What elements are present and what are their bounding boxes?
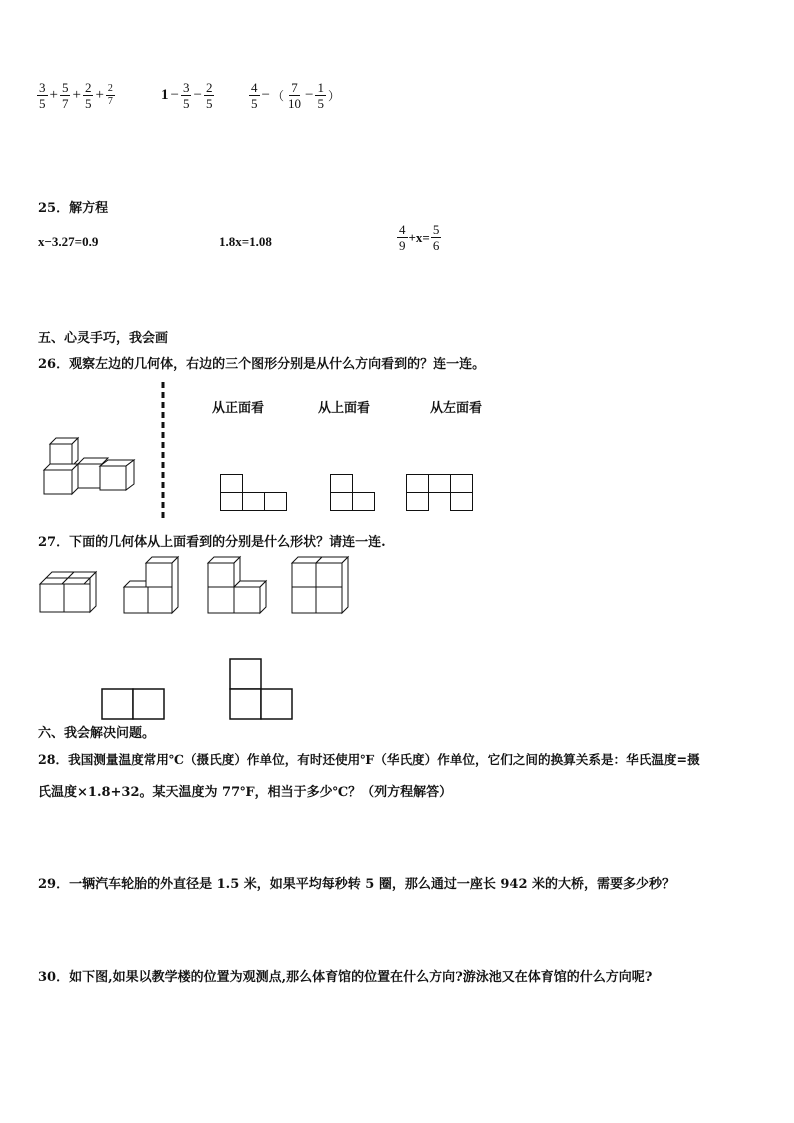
q27-top-view-shape-2 — [229, 658, 293, 720]
fraction: $\frac{3}{5}$ — [39, 80, 46, 111]
question-30: 30．如下图,如果以教学楼的位置为观测点,那么体育馆的位置在什么方向?游泳池又在体育馆的什么方向呢? — [38, 970, 653, 985]
label-left-view: 从左面看 — [430, 401, 483, 416]
fraction: $\frac{1}{5}$ — [317, 80, 324, 111]
q27-solid-1 — [38, 570, 102, 616]
calc-expression-2: 1 − $\frac{3}{5}$ − $\frac{2}{5}$ — [161, 80, 213, 111]
fraction: $\frac{2}{5}$ — [205, 80, 213, 111]
question-26-title: 26．观察左边的几何体，右边的三个图形分别是从什么方向看到的？连一连。 — [38, 357, 486, 372]
fraction: $\frac{7}{10}$ — [287, 80, 301, 111]
fraction: $\frac{2}{7}$ — [107, 83, 113, 107]
section-5-title: 五、心灵手巧，我会画 — [38, 331, 169, 346]
fraction: $\frac{5}{6}$ — [432, 222, 440, 253]
fraction: $\frac{2}{5}$ — [84, 80, 92, 111]
fraction: $\frac{5}{7}$ — [61, 80, 69, 111]
question-28-line-2: 氏温度×1.8+32。某天温度为 77℉，相当于多少℃？（列方程解答） — [38, 785, 453, 800]
label-top-view: 从上面看 — [318, 401, 371, 416]
view-shape-2 — [330, 474, 376, 512]
calc-expression-1: $\frac{3}{5}$ + $\frac{5}{7}$ + $\frac{2}{5}$ + $\frac{2}{7}$ — [39, 80, 113, 111]
question-28-line-1: 28．我国测量温度常用℃（摄氏度）作单位，有时还使用℉（华氏度）作单位，它们之间的换算关系是：华氏温度=摄 — [38, 752, 700, 767]
equation-1: x−3.27=0.9 — [38, 234, 99, 249]
equation-2: 1.8x=1.08 — [219, 234, 272, 249]
view-shape-3 — [406, 474, 474, 512]
q26-solid-figure — [40, 438, 150, 498]
question-27-title: 27．下面的几何体从上面看到的分别是什么形状？请连一连. — [38, 535, 386, 550]
label-front-view: 从正面看 — [212, 401, 265, 416]
section-6-title: 六、我会解决问题。 — [38, 726, 156, 741]
q27-solid-4 — [290, 555, 352, 617]
equation-3: $\frac{4}{9}$ +x= $\frac{5}{6}$ — [399, 222, 440, 253]
fraction: $\frac{3}{5}$ — [182, 80, 190, 111]
q27-top-view-shape-1 — [101, 688, 165, 720]
fraction: $\frac{4}{5}$ — [251, 80, 258, 111]
question-29: 29．一辆汽车轮胎的外直径是 1.5 米，如果平均每秒转 5 圈，那么通过一座长 942 米的大桥，需要多少秒？ — [38, 877, 676, 892]
view-shape-1 — [220, 474, 288, 512]
q27-solid-3 — [206, 555, 268, 617]
question-25-title: 25．解方程 — [38, 201, 109, 216]
fraction: $\frac{4}{9}$ — [399, 222, 406, 253]
q27-solid-2 — [122, 555, 184, 617]
dashed-divider — [160, 382, 166, 522]
calc-expression-3: $\frac{4}{5}$ − （ $\frac{7}{10}$ − $\frac{1}{5}$ ） — [251, 80, 340, 111]
